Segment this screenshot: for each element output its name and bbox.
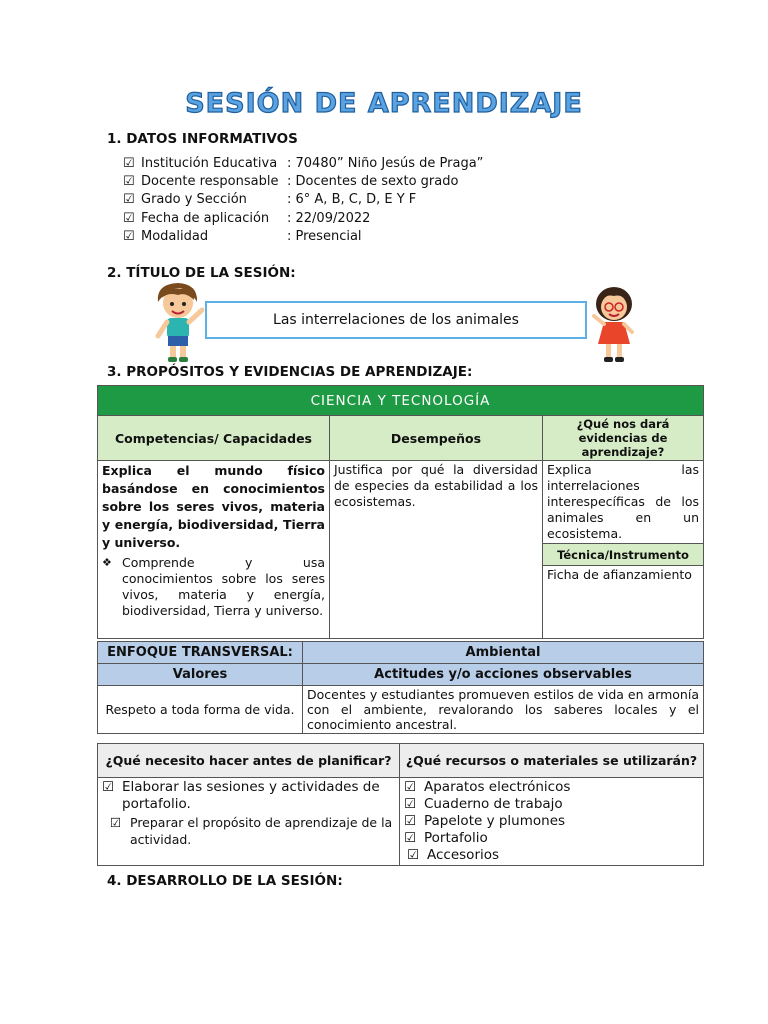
page-title: SESIÓN DE APRENDIZAJE: [185, 88, 583, 119]
valores-label: Valores: [98, 664, 303, 686]
list-item: ☑ Elaborar las sesiones y actividades de portafolio.: [102, 779, 380, 812]
checkbox-icon: ☑: [110, 815, 122, 830]
section-3-heading: 3. PROPÓSITOS Y EVIDENCIAS DE APRENDIZAJE:: [107, 364, 473, 380]
col-competencias: Competencias/ Capacidades: [98, 416, 330, 461]
info-label: Docente responsable: [141, 174, 279, 190]
checkbox-icon: ☑: [123, 156, 135, 171]
checkbox-icon: ☑: [404, 830, 417, 846]
col-desempenos: Desempeños: [330, 416, 543, 461]
info-label: Institución Educativa: [141, 156, 278, 171]
checkbox-icon: ☑: [123, 192, 135, 208]
planificar-table: [97, 743, 704, 866]
section-4-heading: 4. DESARROLLO DE LA SESIÓN:: [107, 873, 343, 889]
competencia-cell: [98, 461, 330, 639]
info-value: : 70480” Niño Jesús de Praga”: [287, 156, 484, 171]
checkbox-icon: ☑: [404, 796, 417, 812]
recursos-cell: [400, 778, 704, 866]
info-label: Fecha de aplicación: [141, 210, 270, 226]
info-value: : Presencial: [287, 228, 362, 244]
evidencia-text: Explica las interrelaciones interespecíficas de los animales en un ecosistema.: [543, 461, 704, 544]
info-row: [123, 210, 483, 228]
actitudes-label: Actitudes y/o acciones observables: [303, 664, 704, 686]
checkbox-icon: ☑: [123, 210, 135, 226]
list-item: ☑ Preparar el propósito de aprendizaje de la actividad.: [110, 815, 393, 847]
info-value: : Docentes de sexto grado: [287, 174, 459, 190]
section-1-heading: 1. DATOS INFORMATIVOS: [107, 131, 298, 147]
capacidad-item: [102, 555, 325, 619]
list-item: ☑ Accesorios: [407, 847, 500, 863]
info-row: [123, 155, 483, 173]
info-row: [123, 191, 483, 209]
checkbox-icon: ☑: [404, 779, 417, 795]
ciencia-header: CIENCIA Y TECNOLOGÍA: [98, 386, 704, 416]
girl-illustration: [588, 282, 640, 366]
checkbox-icon: ☑: [404, 813, 417, 829]
diamond-bullet-icon: ❖: [102, 556, 112, 569]
session-title-box: Las interrelaciones de los animales: [205, 301, 587, 339]
list-item: ☑ Aparatos electrónicos: [404, 779, 571, 795]
info-value: : 6° A, B, C, D, E Y F: [287, 192, 417, 208]
checkbox-icon: ☑: [123, 174, 135, 190]
section-2-heading: 2. TÍTULO DE LA SESIÓN:: [107, 265, 296, 281]
ciencia-table: [97, 385, 704, 639]
info-row: [123, 173, 483, 191]
col-evidencias: ¿Qué nos dará evidencias de aprendizaje?: [543, 416, 704, 461]
info-row: [123, 228, 483, 246]
info-list: [123, 155, 483, 246]
info-value: : 22/09/2022: [287, 210, 371, 226]
tecnica-value: Ficha de afianzamiento: [543, 566, 704, 639]
antes-cell: [98, 778, 400, 866]
valor-text: Respeto a toda forma de vida.: [98, 686, 303, 734]
tecnica-label: Técnica/Instrumento: [543, 544, 704, 566]
competencia-text: Explica el mundo físico basándose en conocimientos sobre los seres vivos, materia y energía, biodiversidad, Tierra y universo.: [102, 463, 325, 550]
capacidad-text: Comprende y usa conocimientos sobre los seres vivos, materia y energía, biodiversidad, Tierra y universo.: [122, 555, 325, 618]
checkbox-icon: ☑: [102, 779, 115, 795]
checkbox-icon: ☑: [407, 847, 420, 863]
enfoque-value: Ambiental: [303, 642, 704, 664]
checkbox-icon: ☑: [123, 228, 135, 244]
enfoque-label: ENFOQUE TRANSVERSAL:: [98, 642, 303, 664]
actitud-text: Docentes y estudiantes promueven estilos de vida en armonía con el ambiente, revalorando los saberes locales y el conocimiento ancestral.: [303, 686, 704, 734]
info-label: Modalidad: [141, 228, 209, 244]
q-recursos: ¿Qué recursos o materiales se utilizarán?: [400, 744, 704, 778]
list-item: ☑ Cuaderno de trabajo: [404, 796, 563, 812]
info-label: Grado y Sección: [141, 192, 247, 208]
enfoque-table: [97, 641, 704, 734]
q-planificar: ¿Qué necesito hacer antes de planificar?: [98, 744, 400, 778]
desempeno-text: Justifica por qué la diversidad de especies da estabilidad a los ecosistemas.: [330, 461, 543, 639]
list-item: ☑ Portafolio: [404, 830, 488, 846]
list-item: ☑ Papelote y plumones: [404, 813, 566, 829]
boy-illustration: [150, 280, 208, 364]
